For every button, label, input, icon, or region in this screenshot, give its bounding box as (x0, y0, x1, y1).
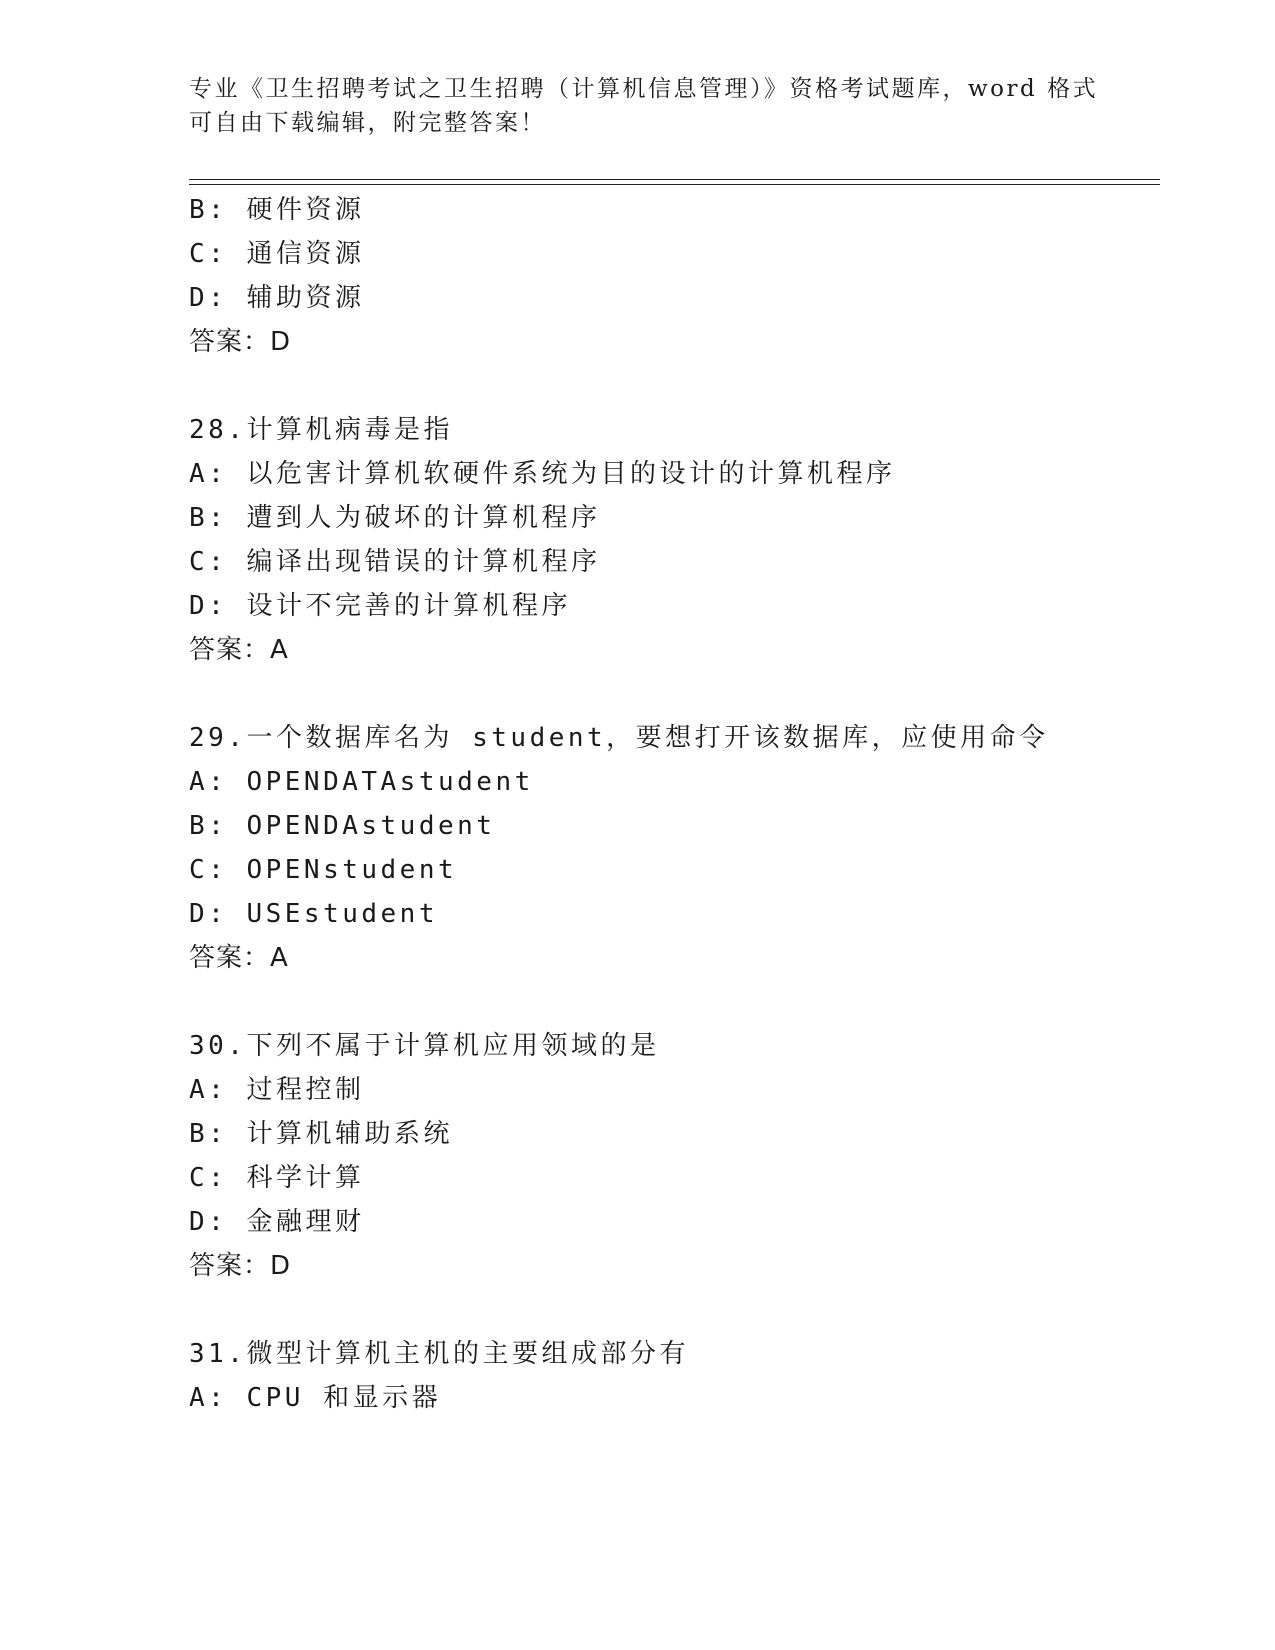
question-stem: 29.一个数据库名为 student，要想打开该数据库，应使用命令 (189, 723, 1049, 753)
answer-line: 答案：D (189, 1251, 292, 1281)
option-line: C: 科学计算 (189, 1163, 365, 1193)
option-line: A: 以危害计算机软硬件系统为目的设计的计算机程序 (189, 459, 896, 489)
option-line: C: 通信资源 (189, 239, 365, 269)
option-line: B: 硬件资源 (189, 195, 365, 225)
option-line: C: OPENstudent (189, 855, 458, 885)
option-line: A: OPENDATAstudent (189, 767, 534, 797)
header-divider-bottom (189, 184, 1160, 185)
header-divider-top (189, 179, 1160, 180)
question-stem: 31.微型计算机主机的主要组成部分有 (189, 1339, 689, 1369)
option-line: D: USEstudent (189, 899, 438, 929)
option-line: B: 遭到人为破坏的计算机程序 (189, 503, 601, 533)
option-line: A: 过程控制 (189, 1075, 365, 1105)
answer-line: 答案：A (189, 943, 289, 973)
header-title-line2: 可自由下载编辑，附完整答案！ (189, 110, 546, 136)
option-line: D: 金融理财 (189, 1207, 365, 1237)
answer-line: 答案：D (189, 327, 292, 357)
answer-line: 答案：A (189, 635, 289, 665)
question-stem: 28.计算机病毒是指 (189, 415, 453, 445)
option-line: B: 计算机辅助系统 (189, 1119, 453, 1149)
option-line: A: CPU 和显示器 (189, 1383, 442, 1413)
option-line: D: 辅助资源 (189, 283, 365, 313)
option-line: B: OPENDAstudent (189, 811, 496, 841)
option-line: D: 设计不完善的计算机程序 (189, 591, 571, 621)
question-stem: 30.下列不属于计算机应用领域的是 (189, 1031, 660, 1061)
document-header (189, 72, 1099, 140)
option-line: C: 编译出现错误的计算机程序 (189, 547, 601, 577)
header-title-line1: 专业《卫生招聘考试之卫生招聘（计算机信息管理）》资格考试题库，word 格式 (189, 76, 1099, 102)
